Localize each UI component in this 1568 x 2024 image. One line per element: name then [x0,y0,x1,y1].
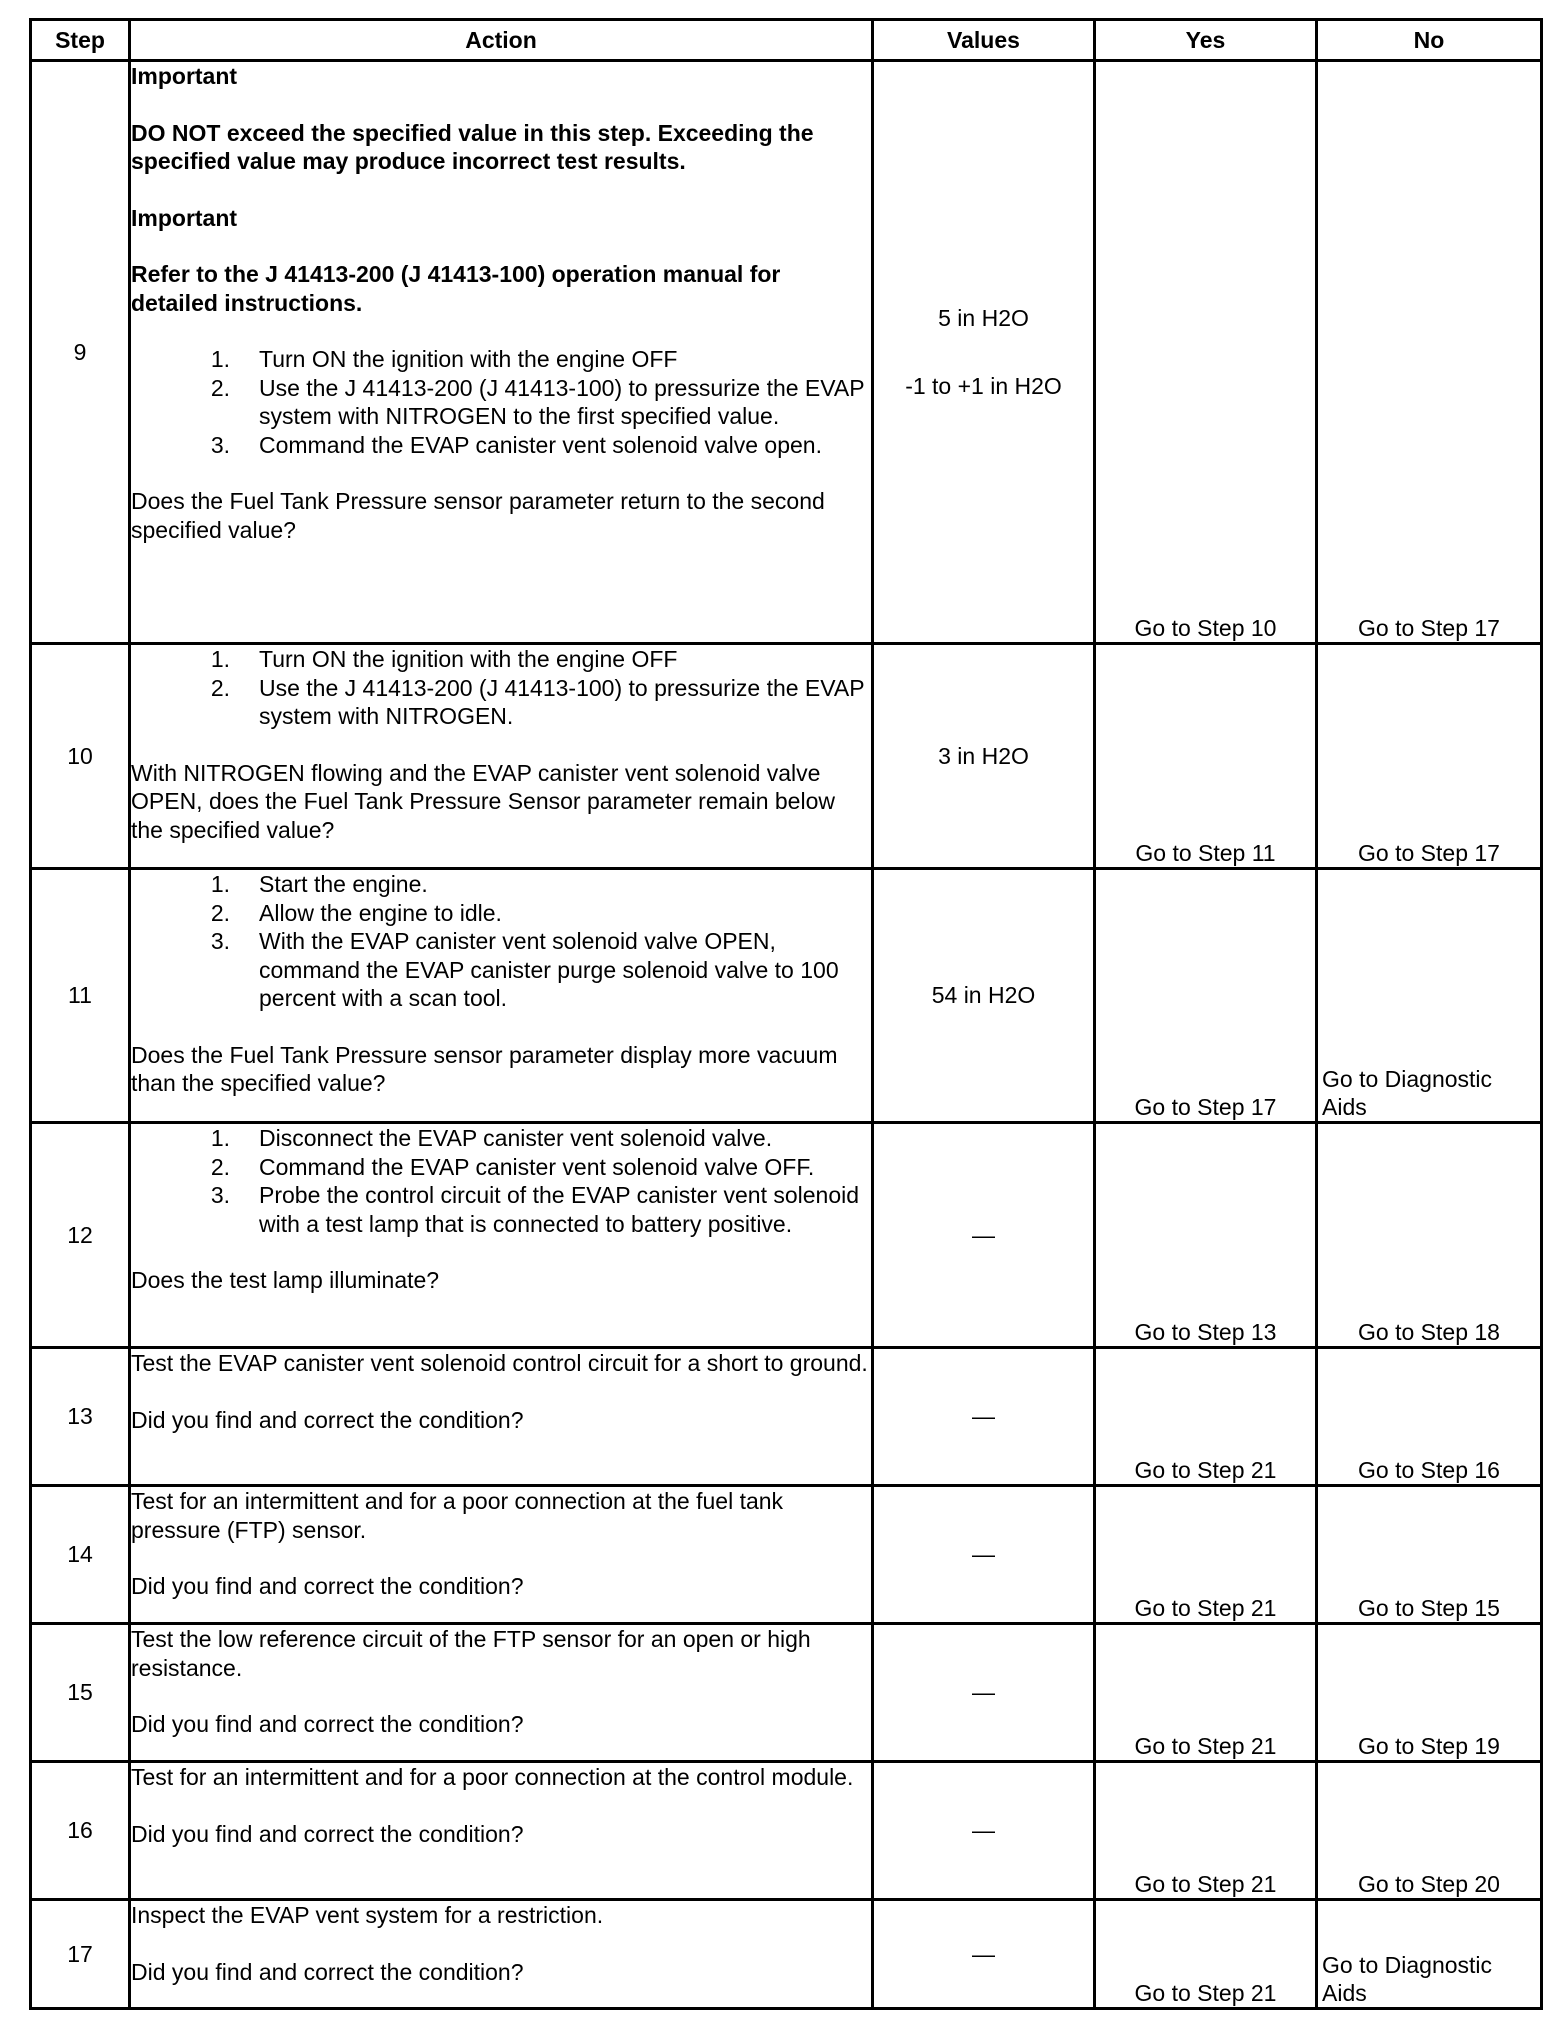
procedure-list [131,1124,871,1238]
step-number: 11 [31,869,130,1123]
diagnostic-table [29,18,1543,2010]
yes-cell: Go to Step 21 [1095,1348,1317,1486]
values-cell: — [873,1624,1095,1762]
no-cell: Go to Diagnostic Aids [1317,1900,1542,2009]
procedure-list [131,345,871,459]
action-cell [130,1900,873,2009]
step-number: 16 [31,1762,130,1900]
value-text: -1 to +1 in H2O [905,373,1062,399]
list-item: 3. Probe the control circuit of the EVAP canister vent solenoid with a test lamp that is connected to battery positive. [210,1182,860,1237]
no-cell: Go to Step 17 [1317,644,1542,869]
action-cell [130,1486,873,1624]
yes-cell: Go to Step 21 [1095,1624,1317,1762]
header-action: Action [130,20,873,61]
values-cell: 3 in H2O [873,644,1095,869]
no-cell: Go to Step 20 [1317,1762,1542,1900]
action-cell [130,1123,873,1348]
question-text: Did you find and correct the condition? [131,1573,524,1599]
values-cell: — [873,1486,1095,1624]
important-label: Important [131,63,238,89]
step-number: 10 [31,644,130,869]
question-text: Did you find and correct the condition? [131,1820,524,1847]
important-note: Refer to the J 41413-200 (J 41413-100) operation manual for detailed instructions. [131,261,781,316]
procedure-list [131,645,871,731]
no-cell: Go to Diagnostic Aids [1317,869,1542,1123]
important-label: Important [131,204,238,231]
action-cell [130,644,873,869]
values-cell: — [873,1762,1095,1900]
action-text: Test for an intermittent and for a poor connection at the fuel tank pressure (FTP) sensor. [131,1488,784,1543]
question-text: With NITROGEN flowing and the EVAP canister vent solenoid valve OPEN, does the Fuel Tank Pressure Sensor parameter remain below the specified value? [131,759,835,843]
header-no: No [1317,20,1542,61]
yes-cell: Go to Step 21 [1095,1762,1317,1900]
list-item: 2. Allow the engine to idle. [210,899,502,926]
table-row-step-12 [31,1123,1542,1348]
action-cell [130,1762,873,1900]
action-text: Test for an intermittent and for a poor connection at the control module. [131,1764,854,1790]
no-cell: Go to Step 15 [1317,1486,1542,1624]
no-cell: Go to Step 19 [1317,1624,1542,1762]
table-row-step-16 [31,1762,1542,1900]
values-cell [873,61,1095,644]
header-values: Values [873,20,1095,61]
step-number: 13 [31,1348,130,1486]
list-item: 2. Use the J 41413-200 (J 41413-100) to pressurize the EVAP system with NITROGEN. [210,674,865,729]
list-item: 3. Command the EVAP canister vent solenoid valve open. [210,431,822,458]
action-cell [130,61,873,644]
table-row-step-17 [31,1900,1542,2009]
question-text: Does the Fuel Tank Pressure sensor parameter display more vacuum than the specified value? [131,1041,838,1096]
list-item: 2. Use the J 41413-200 (J 41413-100) to pressurize the EVAP system with NITROGEN to the first specified value. [210,374,865,429]
list-item: 3. With the EVAP canister vent solenoid valve OPEN, command the EVAP canister purge solenoid valve to 100 percent with a scan tool. [210,928,839,1011]
no-cell: Go to Step 18 [1317,1123,1542,1348]
action-cell [130,1624,873,1762]
step-number: 15 [31,1624,130,1762]
list-item: 1. Start the engine. [210,871,428,897]
header-row [31,20,1542,61]
yes-cell: Go to Step 11 [1095,644,1317,869]
value-text: 5 in H2O [938,305,1029,331]
action-cell [130,1348,873,1486]
yes-cell: Go to Step 21 [1095,1486,1317,1624]
step-number: 17 [31,1900,130,2009]
header-step: Step [31,20,130,61]
question-text: Did you find and correct the condition? [131,1406,524,1433]
table-row-step-10 [31,644,1542,869]
table-row-step-15 [31,1624,1542,1762]
header-yes: Yes [1095,20,1317,61]
step-number: 9 [31,61,130,644]
question-text: Did you find and correct the condition? [131,1958,524,1985]
table-row-step-9 [31,61,1542,644]
yes-cell: Go to Step 13 [1095,1123,1317,1348]
yes-cell: Go to Step 10 [1095,61,1317,644]
question-text: Does the Fuel Tank Pressure sensor parameter return to the second specified value? [131,488,825,543]
table-row-step-13 [31,1348,1542,1486]
values-cell: — [873,1123,1095,1348]
list-item: 1. Turn ON the ignition with the engine OFF [210,346,678,372]
values-cell: — [873,1900,1095,2009]
list-item: 1. Disconnect the EVAP canister vent solenoid valve. [210,1125,773,1151]
yes-cell: Go to Step 17 [1095,869,1317,1123]
action-text: Test the low reference circuit of the FTP sensor for an open or high resistance. [131,1626,811,1681]
table-row-step-11 [31,869,1542,1123]
action-text: Test the EVAP canister vent solenoid control circuit for a short to ground. [131,1350,868,1376]
important-note: DO NOT exceed the specified value in this step. Exceeding the specified value may produce incorrect test results. [131,119,814,174]
table-row-step-14 [31,1486,1542,1624]
step-number: 14 [31,1486,130,1624]
procedure-list [131,870,871,1013]
no-cell: Go to Step 16 [1317,1348,1542,1486]
action-text: Inspect the EVAP vent system for a restriction. [131,1902,604,1928]
list-item: 1. Turn ON the ignition with the engine OFF [210,646,678,672]
action-cell [130,869,873,1123]
values-cell: 54 in H2O [873,869,1095,1123]
list-item: 2. Command the EVAP canister vent solenoid valve OFF. [210,1153,815,1180]
step-number: 12 [31,1123,130,1348]
no-cell: Go to Step 17 [1317,61,1542,644]
yes-cell: Go to Step 21 [1095,1900,1317,2009]
values-cell: — [873,1348,1095,1486]
question-text: Did you find and correct the condition? [131,1711,524,1737]
question-text: Does the test lamp illuminate? [131,1267,440,1293]
